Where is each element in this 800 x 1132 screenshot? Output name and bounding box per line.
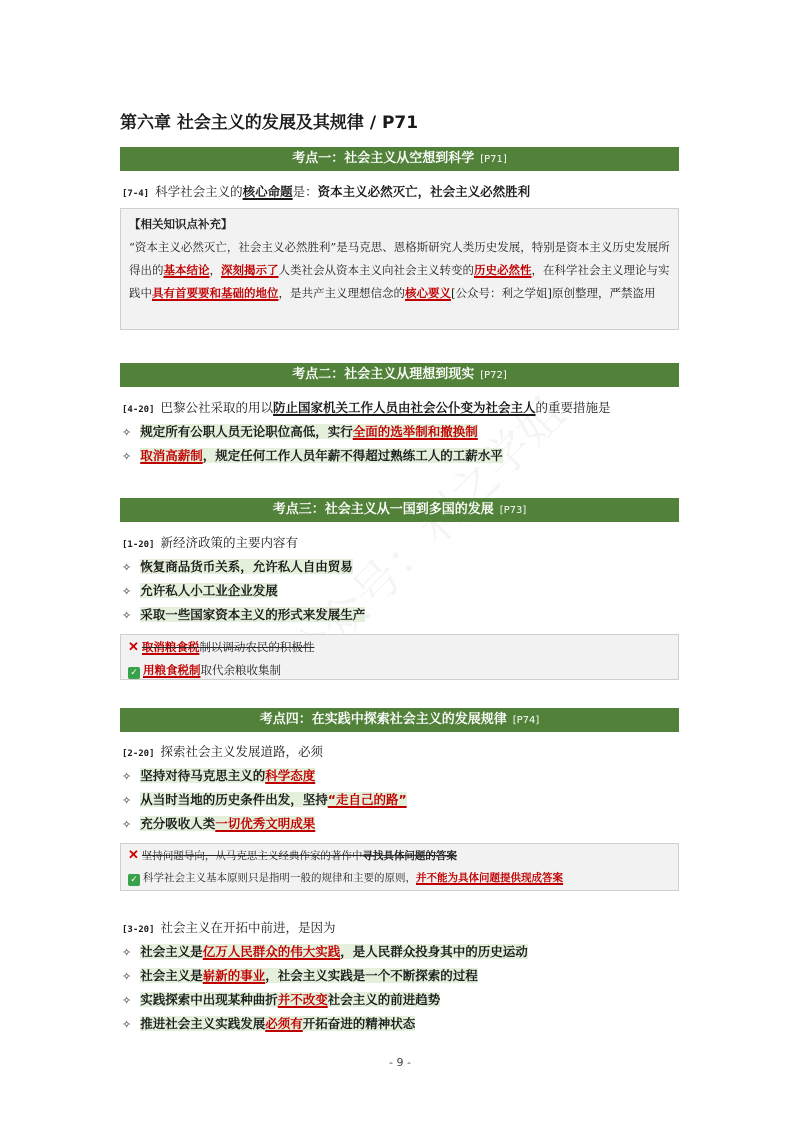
check-mark-icon: ✓ bbox=[128, 667, 140, 679]
section-bar-2-title: 考点二：社会主义从理想到现实 bbox=[292, 367, 475, 382]
question-tag: [7-4] bbox=[122, 189, 150, 199]
bullet-item: ✧ 坚持对待马克思主义的科学态度 bbox=[122, 768, 316, 783]
diamond-bullet-icon: ✧ bbox=[122, 1018, 132, 1031]
page-number: - 9 - bbox=[389, 1056, 411, 1069]
knowledge-supplement-box bbox=[120, 208, 679, 330]
right-answer-line: ✓ 用粮食税制取代余粮收集制 bbox=[121, 659, 678, 681]
question-7-4: [7-4] 科学社会主义的核心命题是：资本主义必然灭亡，社会主义必然胜利 bbox=[122, 184, 531, 199]
question-3-20: [3-20] 社会主义在开拓中前进，是因为 bbox=[122, 920, 336, 935]
bullet-item: ✧ 实践探索中出现某种曲折并不改变社会主义的前进趋势 bbox=[122, 992, 441, 1007]
diamond-bullet-icon: ✧ bbox=[122, 609, 132, 622]
section-bar-2-ref: [P72] bbox=[480, 370, 507, 381]
section-bar-3 bbox=[120, 498, 679, 522]
cross-mark-icon: ✕ bbox=[128, 640, 139, 655]
section-bar-4-title: 考点四：在实践中探索社会主义的发展规律 bbox=[259, 712, 507, 727]
section-bar-3-title: 考点三：社会主义从一国到多国的发展 bbox=[272, 502, 494, 517]
diamond-bullet-icon: ✧ bbox=[122, 561, 132, 574]
bullet-item: ✧ 社会主义是崭新的事业，社会主义实践是一个不断探索的过程 bbox=[122, 968, 478, 983]
question-2-20: [2-20] 探索社会主义发展道路，必须 bbox=[122, 744, 324, 759]
diamond-bullet-icon: ✧ bbox=[122, 770, 132, 783]
check-mark-icon: ✓ bbox=[128, 874, 140, 886]
note-heading: 【相关知识点补充】 bbox=[129, 217, 233, 231]
diamond-bullet-icon: ✧ bbox=[122, 818, 132, 831]
diamond-bullet-icon: ✧ bbox=[122, 585, 132, 598]
bullet-item: ✧ 取消高薪制，规定任何工作人员年薪不得超过熟练工人的工薪水平 bbox=[122, 448, 503, 463]
bullet-item: ✧ 充分吸收人类一切优秀文明成果 bbox=[122, 816, 316, 831]
bullet-item: ✧ 社会主义是亿万人民群众的伟大实践，是人民群众投身其中的历史运动 bbox=[122, 944, 528, 959]
bullet-item: ✧ 推进社会主义实践发展必须有开拓奋进的精神状态 bbox=[122, 1016, 416, 1031]
question-1-20: [1-20] 新经济政策的主要内容有 bbox=[122, 535, 299, 550]
section-bar-1-title: 考点一：社会主义从空想到科学 bbox=[292, 151, 475, 166]
diamond-bullet-icon: ✧ bbox=[122, 450, 132, 463]
section-bar-1 bbox=[120, 147, 679, 171]
section-bar-2 bbox=[120, 363, 679, 387]
diamond-bullet-icon: ✧ bbox=[122, 794, 132, 807]
chapter-title: 第六章 社会主义的发展及其规律 / P71 bbox=[120, 113, 419, 133]
section-bar-4-ref: [P74] bbox=[512, 715, 540, 726]
diamond-bullet-icon: ✧ bbox=[122, 970, 132, 983]
bullet-item: ✧ 允许私人小工业企业发展 bbox=[122, 583, 278, 598]
section-bar-4 bbox=[120, 708, 679, 732]
wrong-answer-line: ✕ 取消粮食税制以调动农民的积极性 bbox=[128, 640, 315, 655]
wrong-right-box-2 bbox=[120, 843, 679, 891]
wrong-answer-line: ✕ 坚持问题导向，从马克思主义经典作家的著作中寻找具体问题的答案 bbox=[128, 848, 457, 863]
bullet-item: ✧ 采取一些国家资本主义的形式来发展生产 bbox=[122, 607, 366, 622]
section-bar-3-ref: [P73] bbox=[499, 505, 527, 516]
bullet-item: ✧ 恢复商品货币关系，允许私人自由贸易 bbox=[122, 559, 353, 574]
diamond-bullet-icon: ✧ bbox=[122, 946, 132, 959]
question-4-20: [4-20] 巴黎公社采取的用以防止国家机关工作人员由社会公仆变为社会主人的重要措施是 bbox=[122, 400, 611, 415]
section-bar-1-ref: [P71] bbox=[480, 154, 507, 165]
diamond-bullet-icon: ✧ bbox=[122, 426, 132, 439]
right-answer-line: ✓ 科学社会主义基本原则只是指明一般的规律和主要的原则，并不能为具体问题提供现成答案 bbox=[121, 867, 678, 889]
wrong-right-box-1 bbox=[120, 634, 679, 680]
cross-mark-icon: ✕ bbox=[128, 848, 139, 863]
bullet-item: ✧ 规定所有公职人员无论职位高低，实行全面的选举制和撤换制 bbox=[122, 424, 478, 439]
note-body: “资本主义必然灭亡，社会主义必然胜利”是马克思、恩格斯研究人类历史发展，特别是资本主义历史发展所得出的基本结论，深刻揭示了人类社会从资本主义向社会主义转变的历史必然性，在科学社会主义理论与实践中具有首要要和基础的地位，是共产主义理想信念的核心要义[公众号：利之学姐]原创整理，严禁盗用 bbox=[129, 240, 670, 300]
diamond-bullet-icon: ✧ bbox=[122, 994, 132, 1007]
bullet-item: ✧ 从当时当地的历史条件出发，坚持“走自己的路” bbox=[122, 792, 407, 807]
